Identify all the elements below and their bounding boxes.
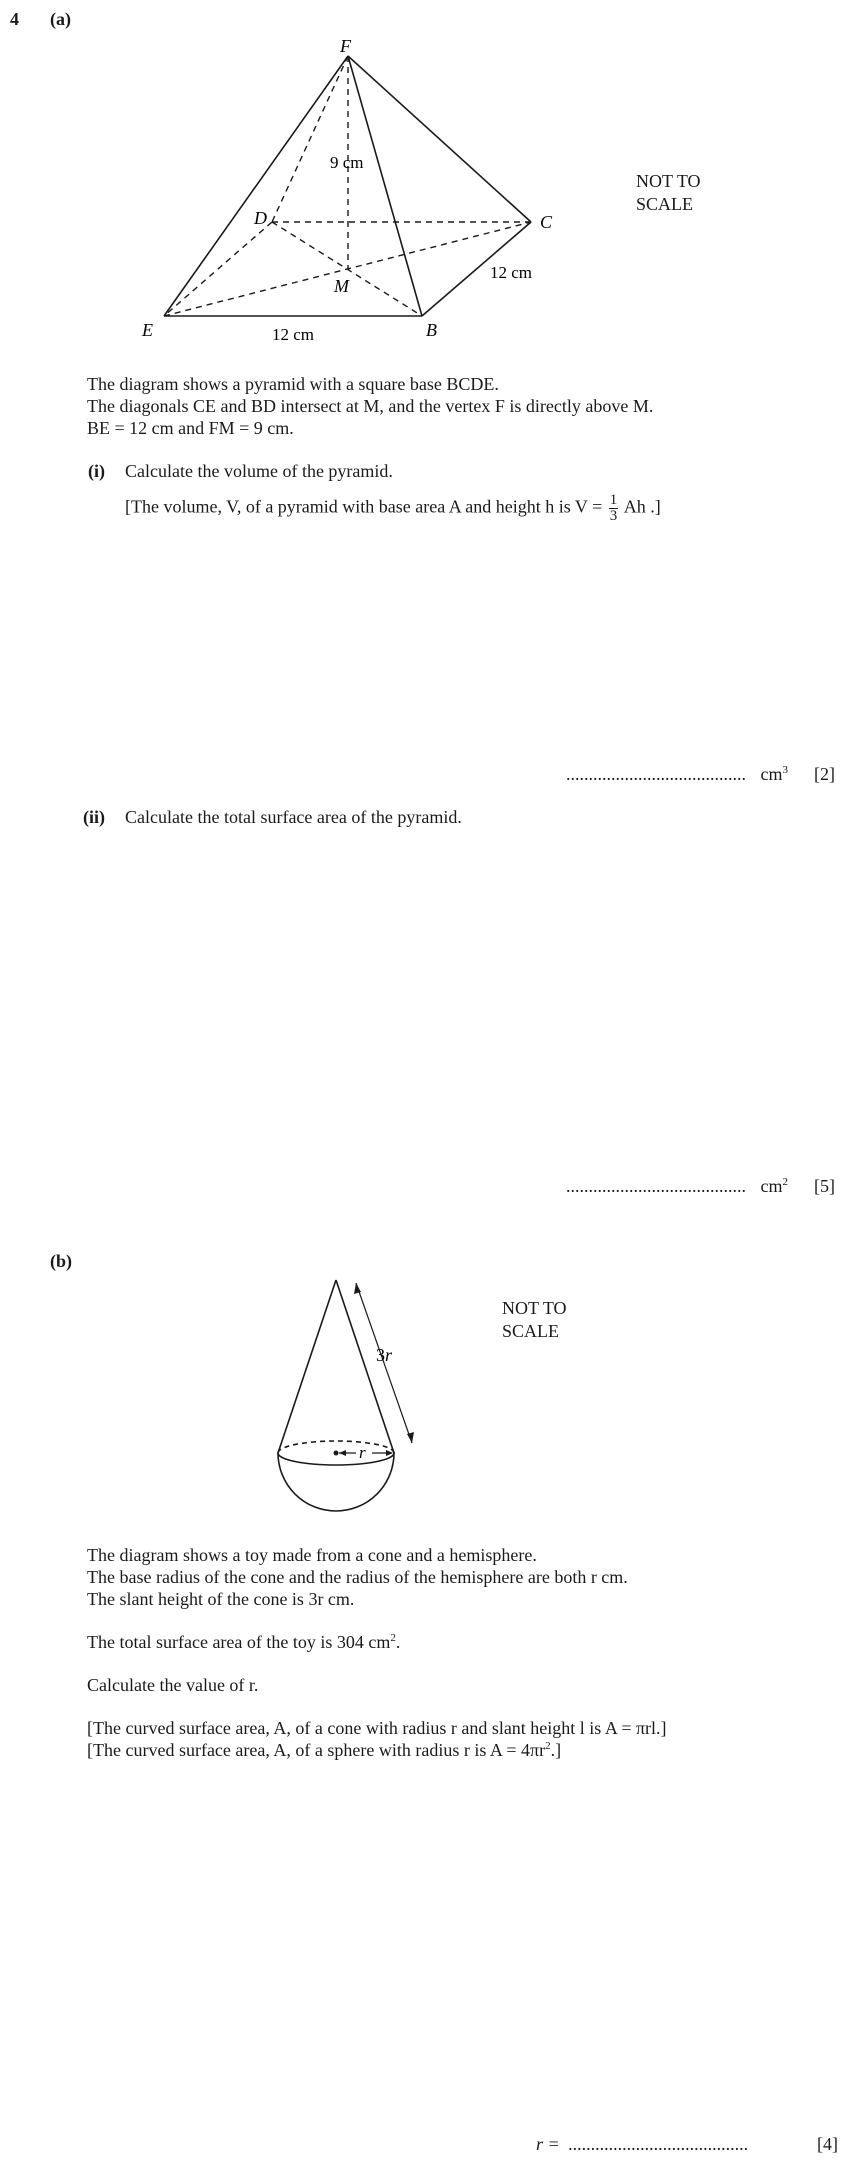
label-f: F	[340, 36, 351, 56]
r-answer-label: r =	[536, 2134, 560, 2154]
not-to-scale-b-line2: SCALE	[502, 1321, 560, 1341]
not-to-scale-a-line1: NOT TO	[636, 171, 701, 191]
part-b-intro-line3: The slant height of the cone is 3r cm.	[87, 1589, 355, 1609]
r-answer-dots: ........................................	[568, 2134, 749, 2154]
r-answer-line[interactable]	[536, 2133, 748, 2155]
volume-formula-end: Ah .]	[623, 496, 661, 517]
total-surface-area-power: 2	[390, 1632, 396, 1644]
part-b-intro-line2: The base radius of the cone and the radius of the hemisphere are both r cm.	[87, 1567, 628, 1587]
volume-formula-text: [The volume, V, of a pyramid with base area A and height h is V =	[125, 496, 603, 517]
part-b-question: Calculate the value of r.	[87, 1675, 259, 1695]
fraction-denominator: 3	[609, 508, 618, 524]
one-third-fraction	[609, 493, 619, 524]
sphere-formula-main: [The curved surface area, A, of a sphere with radius r is A = 4πr	[87, 1740, 546, 1760]
part-a-i-label: (i)	[88, 461, 105, 481]
sphere-formula-power: 2	[545, 1740, 551, 1752]
centre-dot	[334, 1451, 339, 1456]
part-a-intro-line2: The diagonals CE and BD intersect at M, and the vertex F is directly above M.	[87, 396, 654, 416]
not-to-scale-b-line1: NOT TO	[502, 1298, 567, 1318]
label-c: C	[540, 212, 553, 232]
volume-unit-power: 3	[782, 764, 788, 776]
part-a-label: (a)	[50, 9, 71, 29]
volume-formula	[125, 493, 661, 524]
toy-diagram	[0, 1260, 853, 1520]
edge-fd-hidden	[272, 56, 348, 222]
volume-unit: cm	[760, 764, 783, 784]
not-to-scale-a-line2: SCALE	[636, 194, 694, 214]
fraction-numerator: 1	[609, 492, 618, 508]
surface-unit: cm	[760, 1176, 783, 1196]
surface-unit-power: 2	[782, 1176, 788, 1188]
sphere-formula-end: .]	[550, 1740, 562, 1760]
surface-answer-dots: ........................................	[566, 1176, 746, 1196]
edge-fe	[164, 56, 348, 316]
label-side-bc: 12 cm	[490, 263, 533, 282]
label-d: D	[254, 208, 267, 228]
label-height: 9 cm	[330, 153, 364, 172]
r-marks: [4]	[817, 2134, 838, 2154]
label-m: M	[334, 276, 349, 296]
pyramid-diagram	[0, 0, 853, 350]
question-number: 4	[10, 9, 19, 29]
total-surface-area-main: The total surface area of the toy is 304 cm	[87, 1632, 391, 1652]
slant-arrow-head-bottom	[407, 1432, 414, 1443]
part-a-ii-label: (ii)	[83, 807, 105, 827]
surface-answer-line[interactable]	[566, 1175, 788, 1197]
label-b: B	[426, 320, 437, 340]
part-a-intro-line1: The diagram shows a pyramid with a square base BCDE.	[87, 374, 499, 394]
surface-marks: [5]	[814, 1176, 835, 1196]
cone-left-edge	[278, 1280, 336, 1453]
part-b-intro-line1: The diagram shows a toy made from a cone and a hemisphere.	[87, 1545, 537, 1565]
label-radius: r	[359, 1443, 366, 1462]
sphere-formula	[87, 1739, 561, 1761]
part-a-ii-question: Calculate the total surface area of the pyramid.	[125, 807, 462, 827]
label-e: E	[142, 320, 153, 340]
total-surface-area-text	[87, 1631, 400, 1653]
volume-answer-dots: ........................................	[566, 764, 746, 784]
part-a-i-question: Calculate the volume of the pyramid.	[125, 461, 393, 481]
total-surface-area-end: .	[395, 1632, 401, 1652]
label-side-be: 12 cm	[272, 325, 315, 344]
volume-marks: [2]	[814, 764, 835, 784]
slant-arrow-head-top	[354, 1283, 361, 1294]
edge-fc	[348, 56, 531, 222]
part-b-label: (b)	[50, 1251, 72, 1271]
radius-arrow-head-right	[386, 1450, 393, 1456]
label-slant-height: 3r	[376, 1345, 393, 1365]
part-a-intro-line3: BE = 12 cm and FM = 9 cm.	[87, 418, 294, 438]
radius-arrow-head-left	[339, 1450, 346, 1456]
cone-formula: [The curved surface area, A, of a cone with radius r and slant height l is A = πrl.]	[87, 1718, 667, 1738]
volume-answer-line[interactable]	[566, 763, 788, 785]
